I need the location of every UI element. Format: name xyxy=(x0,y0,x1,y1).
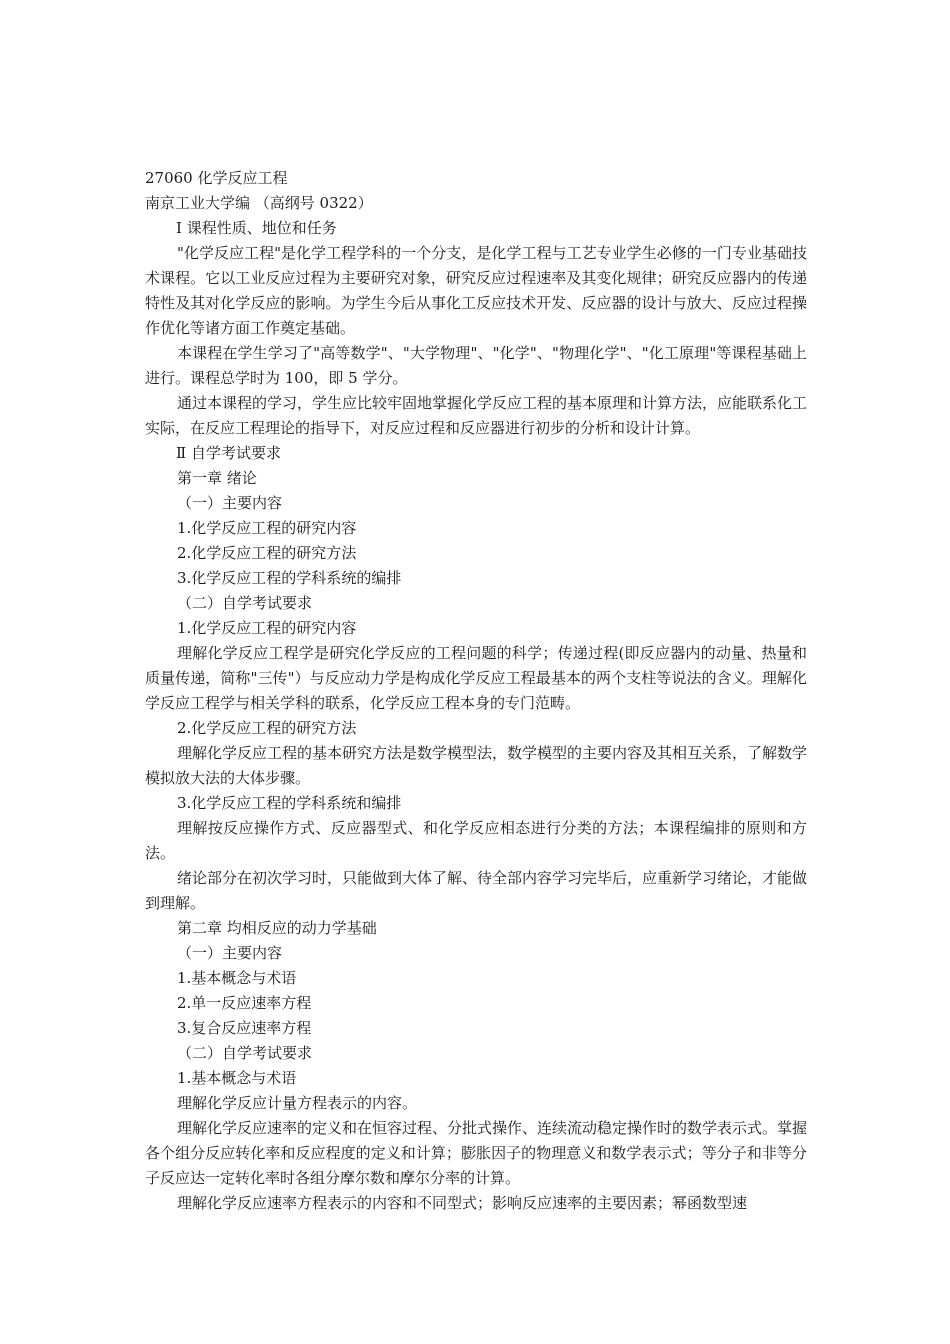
chapter1-req1-title: 1.化学反应工程的研究内容 xyxy=(177,619,357,637)
list-item: 3.复合反应速率方程 xyxy=(177,1019,312,1037)
chapter1-req3-title: 3.化学反应工程的学科系统和编排 xyxy=(177,794,402,812)
document-page xyxy=(145,166,807,1216)
chapter2-req1-text2: 理解化学反应速率的定义和在恒容过程、分批式操作、连续流动稳定操作时的数学表示式。掌握各个组分反应转化率和反应程度的定义和计算；膨胀因子的物理意义和数学表示式；等分子和非等分子反应达一定转化率时各组分摩尔数和摩尔分率的计算。 xyxy=(145,1119,808,1187)
paragraph-course-nature: "化学反应工程"是化学工程学科的一个分支，是化学工程与工艺专业学生必修的一门专业基础技术课程。它以工业反应过程为主要研究对象，研究反应过程速率及其变化规律；研究反应器内的传递特性及其对化学反应的影响。为学生今后从事化工反应技术开发、反应器的设计与放大、反应过程操作优化等诸方面工作奠定基础。 xyxy=(145,244,807,337)
chapter1-req-heading: （二）自学考试要求 xyxy=(177,594,313,612)
paragraph-prerequisites: 本课程在学生学习了"高等数学"、"大学物理"、"化学"、"物理化学"、"化工原理"等课程基础上进行。课程总学时为 100，即 5 学分。 xyxy=(145,344,807,387)
paragraph-objectives: 通过本课程的学习，学生应比较牢固地掌握化学反应工程的基本原理和计算方法，应能联系化工实际，在反应工程理论的指导下，对反应过程和反应器进行初步的分析和设计计算。 xyxy=(145,394,808,437)
part2-heading: Ⅱ 自学考试要求 xyxy=(176,444,281,462)
chapter1-req2-text: 理解化学反应工程的基本研究方法是数学模型法，数学模型的主要内容及其相互关系，了解数学模拟放大法的大体步骤。 xyxy=(145,744,808,787)
course-code-title: 27060 化学反应工程 xyxy=(145,169,288,187)
chapter2-title: 第二章 均相反应的动力学基础 xyxy=(177,919,377,937)
list-item: 3.化学反应工程的学科系统的编排 xyxy=(177,569,402,587)
chapter2-req-heading: （二）自学考试要求 xyxy=(177,1044,313,1062)
chapter1-req1-text: 理解化学反应工程学是研究化学反应的工程问题的科学；传递过程(即反应器内的动量、热量和质量传递，简称"三传"）与反应动力学是构成化学反应工程最基本的两个支柱等说法的含义。理解化学反应工程学与相关学科的联系，化学反应工程本身的专门范畴。 xyxy=(145,644,807,712)
list-item: 1.基本概念与术语 xyxy=(177,969,297,987)
part1-heading: Ⅰ 课程性质、地位和任务 xyxy=(176,219,337,237)
chapter1-req3-text: 理解按反应操作方式、反应器型式、和化学反应相态进行分类的方法；本课程编排的原则和方法。 xyxy=(145,819,807,862)
list-item: 2.化学反应工程的研究方法 xyxy=(177,544,357,562)
list-item: 1.化学反应工程的研究内容 xyxy=(177,519,357,537)
chapter2-req1-title: 1.基本概念与术语 xyxy=(177,1069,297,1087)
chapter1-note: 绪论部分在初次学习时，只能做到大体了解、待全部内容学习完毕后，应重新学习绪论，才能做到理解。 xyxy=(145,869,808,912)
chapter2-main-heading: （一）主要内容 xyxy=(177,944,283,962)
chapter1-title: 第一章 绪论 xyxy=(177,469,257,487)
chapter2-req1-text3: 理解化学反应速率方程表示的内容和不同型式；影响反应速率的主要因素；幂函数型速 xyxy=(177,1194,748,1212)
chapter1-req2-title: 2.化学反应工程的研究方法 xyxy=(177,719,357,737)
chapter2-req1-text1: 理解化学反应计量方程表示的内容。 xyxy=(177,1094,418,1112)
chapter1-main-heading: （一）主要内容 xyxy=(177,494,283,512)
list-item: 2.单一反应速率方程 xyxy=(177,994,312,1012)
compiler-line: 南京工业大学编 （高纲号 0322） xyxy=(145,194,373,212)
